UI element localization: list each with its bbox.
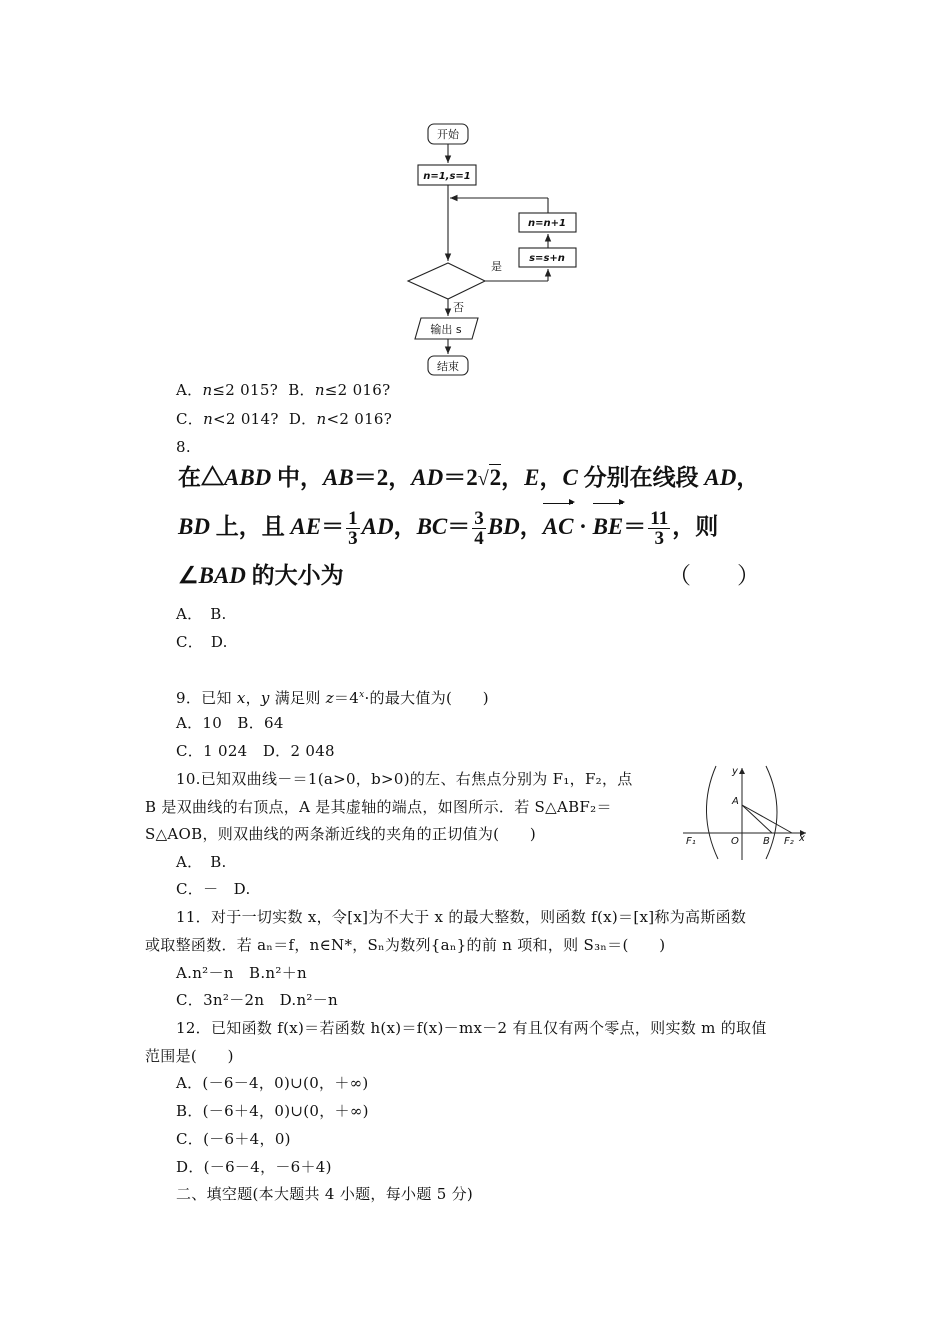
q9-stem: 9．已知 x，y 满足则 $z=4^x\cdot$的最大值为( ) bbox=[176, 689, 489, 707]
label-b: B bbox=[763, 836, 770, 847]
q8-line-1: 在△ABD 中，AB＝2，AD＝2√2，E，C 分别在线段 AD， bbox=[178, 465, 760, 490]
update-n-label: n=n+1 bbox=[528, 218, 566, 229]
q7-b-label: B． bbox=[288, 381, 315, 399]
q11-options-cd: C．3n²－2n D.n²－n bbox=[176, 991, 338, 1009]
q11-line-1: 11．对于一切实数 x，令[x]为不大于 x 的最大整数，则函数 f(x)＝[x]称为高斯函数 bbox=[176, 908, 747, 926]
q7-a-label: A． bbox=[176, 381, 203, 399]
q8-line-2: BD 上，且 AE＝ $\frac{1}{3}$ AD，BC＝ $\frac{3}{4}$ BD，AC · BE＝ $\frac{11}{3}$ ，则 bbox=[178, 505, 718, 549]
q12-line-1: 12．已知函数 f(x)＝若函数 h(x)＝f(x)－mx－2 有且仅有两个零点，则实数 m 的取值 bbox=[176, 1019, 767, 1037]
q12-option-d: D．(－6－4，－6＋4) bbox=[176, 1158, 332, 1176]
q8-answer-paren: （ ） bbox=[668, 563, 760, 588]
q12-option-b: B．(－6＋4，0)∪(0，＋∞) bbox=[176, 1102, 369, 1120]
q7-a-var: n bbox=[202, 381, 213, 399]
label-y: y bbox=[732, 766, 738, 777]
init-label: n=1,s=1 bbox=[423, 171, 471, 182]
update-s-label: s=s+n bbox=[529, 253, 565, 264]
q8-frac-1: $\frac{1}{3}$ bbox=[348, 508, 358, 550]
q8-frac-2: $\frac{3}{4}$ bbox=[474, 508, 484, 550]
q8-number: 8. bbox=[176, 438, 191, 456]
q8-line-3: ∠BAD 的大小为 bbox=[178, 563, 344, 588]
no-label: 否 bbox=[453, 301, 464, 314]
q10-options-ab: A． B. bbox=[176, 853, 227, 871]
label-o: O bbox=[731, 836, 739, 847]
q7-a-text: ≤2 015? bbox=[212, 381, 279, 399]
end-label: 结束 bbox=[437, 360, 459, 373]
section-2-heading: 二、填空题(本大题共 4 小题，每小题 5 分) bbox=[176, 1185, 474, 1203]
q12-line-2: 范围是( ) bbox=[145, 1047, 234, 1065]
q9-options-ab: A．10 B．64 bbox=[176, 714, 284, 732]
q7-d-text: <2 016? bbox=[326, 410, 393, 428]
q12-option-a: A．(－6－4，0)∪(0，＋∞) bbox=[176, 1074, 369, 1092]
q10-line-3: S△AOB，则双曲线的两条渐近线的夹角的正切值为( ) bbox=[145, 825, 537, 843]
vector-ac: AC bbox=[543, 505, 574, 549]
q7-d-var: n bbox=[316, 410, 327, 428]
q10-line-2: B 是双曲线的右顶点，A 是其虚轴的端点，如图所示．若 S△ABF₂＝ bbox=[145, 798, 612, 816]
q7-b-text: ≤2 016? bbox=[324, 381, 391, 399]
q7-b-var: n bbox=[314, 381, 325, 399]
q7-d-label: D． bbox=[288, 410, 317, 428]
q7-c-label: C． bbox=[176, 410, 204, 428]
q8-options-cd: C． D. bbox=[176, 633, 228, 651]
label-a: A bbox=[732, 796, 739, 807]
q7-options-cd bbox=[176, 409, 392, 429]
q11-options-ab: A.n²－n B.n²＋n bbox=[176, 964, 307, 982]
output-label: 输出 s bbox=[430, 323, 462, 336]
q8-frac-3: $\frac{11}{3}$ bbox=[650, 508, 669, 550]
hyperbola-left-branch bbox=[706, 766, 718, 859]
condition-diamond bbox=[408, 263, 485, 299]
q8-options-ab: A． B. bbox=[176, 605, 227, 623]
q7-options-ab bbox=[176, 380, 390, 400]
q7-c-var: n bbox=[203, 410, 214, 428]
start-label: 开始 bbox=[437, 128, 459, 141]
q12-option-c: C．(－6＋4，0) bbox=[176, 1130, 291, 1148]
q10-line-1: 10.已知双曲线－＝1(a>0，b>0)的左、右焦点分别为 F₁，F₂，点 bbox=[176, 770, 633, 788]
label-f2: F₂ bbox=[784, 836, 794, 847]
q9-options-cd: C．1 024 D．2 048 bbox=[176, 742, 335, 760]
yes-label: 是 bbox=[491, 260, 502, 273]
q11-line-2: 或取整函数．若 aₙ＝f，n∈N*，Sₙ为数列{aₙ}的前 n 项和，则 S₃ₙ＝( ) bbox=[145, 936, 666, 954]
hyperbola-figure bbox=[680, 762, 810, 862]
q7-c-text: <2 014? bbox=[213, 410, 279, 428]
label-x: x bbox=[799, 833, 805, 844]
q10-options-cd: C．－ D. bbox=[176, 880, 251, 898]
flowchart bbox=[395, 118, 595, 380]
label-f1: F₁ bbox=[686, 836, 696, 847]
vector-be: BE bbox=[593, 505, 624, 549]
